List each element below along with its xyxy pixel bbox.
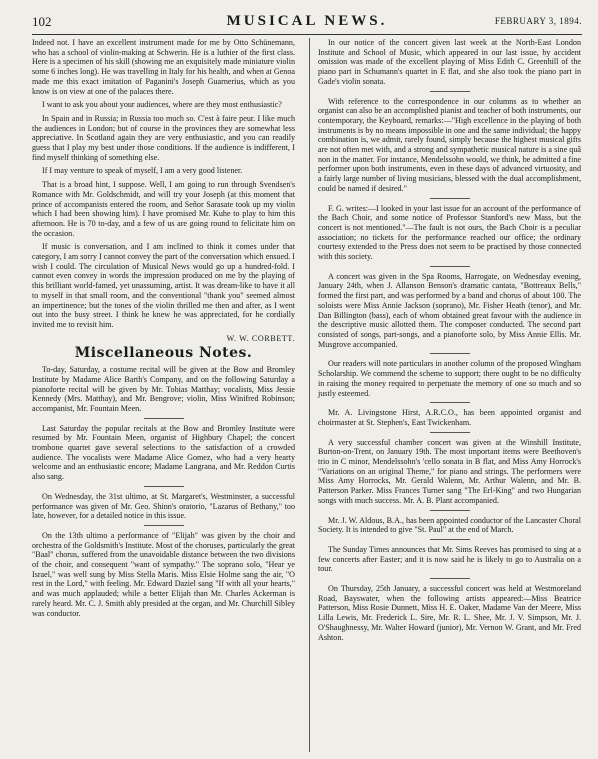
note-paragraph: Last Saturday the popular recitals at the Bow and Bromley Institute were resumed by Mr. Fountain Meen, organist of Highbury Chapel; the concert trombone quartet gave several selections to the satisfaction of a crowded audience. The vocalists were Madame Alice Gomez, who had a very hearty welcome and an enthusiastic encore; Madame Langrana, and Mr. Reddon Curtis also sang. [32,423,295,482]
note-paragraph: In our notice of the concert given last week at the North-East London Institute and School of Music, which appeared in our last issue, by accident omission was made of the excellent playing of Miss Edith C. Greenhill of the piano part in Schumann's quartet in E flat, and she also took the piano part in Gade's violin sonata. [318,38,581,86]
note-separator [430,91,470,92]
note-separator [430,578,470,579]
header-rule [32,34,582,35]
note-paragraph: A very successful chamber concert was given at the Winshill Institute, Burton-on-Trent, on January 19th. The most important items were Beethoven's trio in C minor, Mendelssohn's 'cello sonata in B flat, and Miss Amy Horrock's "Variations on an original Theme," for piano and strings. The performers were Miss Amy Horrocks, Mr. Gerald Walenn, Mr. Arthur Walenn, and Mr. B. Patterson Parker. Miss Frances Turner sang "The Erl-King" and two Hungarian songs with much success. Mr. A. B. Plant accompanied. [318,437,581,505]
note-paragraph: A concert was given in the Spa Rooms, Harrogate, on Wednesday evening, January 24th, when J. Allanson Benson's dramatic cantata, "Bottreaux Bells," formed the first part, and was performed by a band and chorus of about 100. The soloists were Miss Annie Jackson (soprano), Mr. Fisher Heath (tenor), and Mr. Dan Billington (bass), each of whom obtained great favour with the audience in the descriptive music allotted them. The composer conducted. The second part consisted of songs, part-songs, and a pianoforte solo, by Miss Annie Ellis. Mr. Musgrove accompanied. [318,271,581,349]
note-separator [144,418,184,419]
note-separator [430,402,470,403]
interview-paragraph: If music is conversation, and I am inclined to think it comes under that category, I am sorry I cannot convey the part of the conversation which ensued. I wish I could. The circulation of Musical News would go up a hundred-fold. I cannot even convey in words the impression produced on me by the playing of this brilliant world-famed, yet unassuming, artist. It was dream-like to have it all to myself in that small room, and the conventional "thank you" seemed almost an impertinence; but the tones of the violin thrilled me then and after, as I went out into the busy street. I think he knew he was appreciated, for he cordially invited me to revisit him. [32,242,295,329]
note-paragraph: Our readers will note particulars in another column of the proposed Wingham Scholarship. We commend the scheme to support; there ought to be no difficulty in raising the money required to perpetuate the memory of one so much and so justly esteemed. [318,359,581,398]
note-paragraph: On Wednesday, the 31st ultimo, at St. Margaret's, Westminster, a successful performance was given of Mr. Geo. Shinn's oratorio, "Lazarus of Bethany," too late, however, for a detailed notice in this issue. [32,491,295,521]
note-separator [430,539,470,540]
interview-paragraph: If I may venture to speak of myself, I am a very good listener. [42,166,243,176]
left-column [32,38,295,622]
note-separator [144,525,184,526]
note-paragraph: F. G. writes:—I looked in your last issue for an account of the performance of the Bach Choir, and some notice of Professor Stanford's new Mass, but the concert is not mentioned."—The fault is not ours, the Bach Choir is a peculiar association; no tickets for the performance reached our office; the ordinary courtesy extended to the Press does not seem to be practised by those connected with this society. [318,203,581,262]
note-separator [430,432,470,433]
note-paragraph: On Thursday, 25th January, a successful concert was held at Westmoreland Road, Bayswater, when the following artists appeared:—Miss Beatrice Patterson, Miss Rosie Dunnett, Miss H. E. Oaker, Madame Van der Meere, Miss Lilla Lewis, Mr. Frederick L. Sire, Mr. R. L. Shee, Mr. J. V. Simpson, Mr. J. O'Shaughnessy, Mr. Walter Howard (junior), Mr. Vernon W. Grant, and Mr. Fred Ashton. [318,584,581,642]
note-paragraph: On the 13th ultimo a performance of "Elijah" was given by the choir and orchestra of the Goldsmith's Institute. Most of the choruses, particularly the great "Baal" chorus, suffered from the unavoidable distance between the two divisions of the choir, and consequent "want of sympathy." The soprano solo, "Hear ye Israel," was well sung by Miss Stella Maris. Miss Elsie Holme sang the air, "O rest in the Lord," with feeling. Mr. Edward Daziel sang "If with all your hearts," and was much applauded; while a better Elijah than Mr. Charles Ackerman is rarely heard. Mr. C. J. Smith ably presided at the organ, and Mr. Churchill Sibley was conductor. [32,530,295,618]
right-column [318,38,581,646]
interview-paragraph: That is a broad hint, I suppose. Well, I am going to run through Svendsen's Romance with Mr. Goldschmidt, and will try your Joseph (at this moment that prince of accompanists entered the room, and Señor Sarasate took up my violin which I had been showing him). I have promised Mr. Kuhe to play to him this afternoon. He is 70 to-day, and a few of us are going round to felicitate him on the occasion. [32,180,295,238]
note-paragraph: Mr. A. Livingstone Hirst, A.R.C.O., has been appointed organist and choirmaster at St. Stephen's, East Twickenham. [318,408,581,427]
note-paragraph: With reference to the correspondence in our columns as to whether an organist can also be an accomplished pianist and teacher of both instruments, our contemporary, the Keyboard, remarks:—"High excellence in the playing of both instruments is by no means impossible in one and the same individual; the happy combination is, we admit, rarely found, simply because the highest musical gifts are not often met with, and a strong and sympathetic musical nature is a sine quâ non in the matter. For instance, Mendelssohn would, we think, be admitted a fine performer upon both instruments, even in these days of advanced virtuosity, and a fairly large number of living musicians, blessed with the dual accomplishment, could be named if desired." [318,96,581,193]
section-heading: Miscellaneous Notes. [74,345,253,362]
issue-date: FEBRUARY 3, 1894. [494,16,582,26]
interview-paragraph: In Spain and in Russia; in Russia too much so. C'est à faire peur. I like much the audiences in London; but of course in the provinces they are somewhat less appreciative. In Scotland again they are very enthusiastic, and you can readily guess that I play my best under those conditions. If the audience is indifferent, I find myself thinking of something else. [32,113,295,162]
note-separator [430,198,470,199]
note-separator [430,510,470,511]
column-divider [309,38,310,752]
publication-title: MUSICAL NEWS. [226,13,388,29]
note-separator [430,266,470,267]
note-paragraph: The Sunday Times announces that Mr. Sims Reeves has promised to sing at a few concerts after Easter; and it is now said he is likely to go to Australia on a tour. [318,544,581,574]
note-paragraph: Mr. J. W. Aldous, B.A., has been appointed conductor of the Lancaster Choral Society. It is intended to give "St. Paul" at the end of March. [318,515,581,535]
author-signature: W. W. CORBETT. [226,333,295,343]
note-paragraph: To-day, Saturday, a costume recital will be given at the Bow and Bromley Institute by Madame Alice Barth's Company, and on the following Saturday a pianoforte recital will be given by Mr. Tobias Matthay; vocalists, Miss Jessie Kennedy (Mrs. Matthay), and Mr. Bengrove; violin, Miss Winifred Robinson; accompanist, Mr. Fountain Meen. [32,365,295,413]
note-separator [430,353,470,354]
interview-paragraph: Indeed not. I have an excellent instrument made for me by Otto Schünemann, who has a school of violin-making at Schwerin. He is a luthier of the first class. Here is a specimen of his skill (showing me an exquisitely made miniature violin some 6 inches long). He was travelling in Italy for his health, and when at Genoa made me this exact imitation of Paganini's Joseph Guarnerius, which as you know is on view at one of the palaces there. [32,38,295,96]
page-number: 102 [32,14,52,29]
page-header [32,12,582,34]
note-separator [144,486,184,487]
interview-paragraph: I want to ask you about your audiences, where are they most enthusiastic? [42,100,282,110]
